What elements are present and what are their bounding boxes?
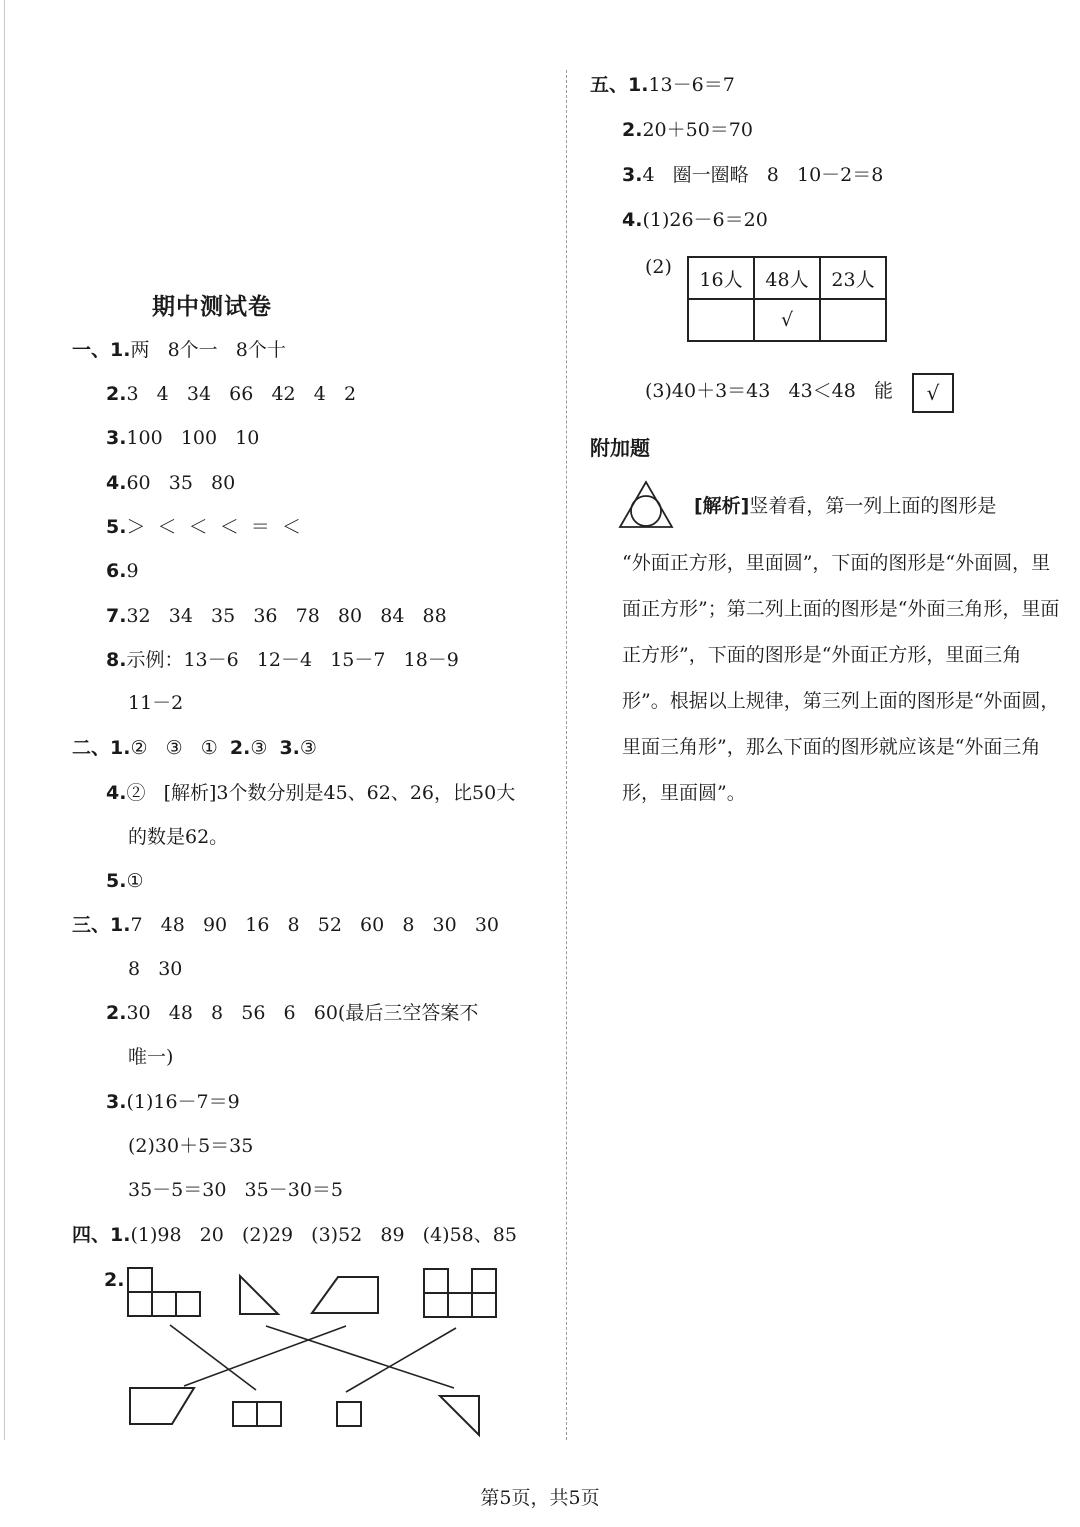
answer-2-4-cont: 的数是62。 — [128, 826, 229, 848]
top-shape-trapezoid — [312, 1277, 378, 1313]
answer-1-4: 4.60 35 80 — [106, 472, 236, 494]
answer-3-2: 2.30 48 8 56 6 60(最后三空答案不 — [106, 1002, 479, 1024]
table-header-cell: 23人 — [820, 257, 886, 299]
bottom-shape-triangle — [440, 1396, 479, 1435]
check-box: √ — [912, 373, 954, 413]
table-header-cell: 48人 — [754, 257, 820, 299]
top-shape-triangle — [240, 1276, 278, 1314]
answer-5-1: 五、1.13－6＝7 — [590, 74, 735, 96]
answer-1-5: 5.＞ ＜ ＜ ＜ ＝ ＜ — [106, 516, 301, 538]
answer-2-1-3: 二、1.② ③ ① 2.③ 3.③ — [72, 737, 317, 759]
triangle-circle-icon — [620, 482, 672, 527]
answer-1-7: 7.32 34 35 36 78 80 84 88 — [106, 605, 447, 627]
answer-3-1-cont: 8 30 — [128, 958, 183, 980]
table-mark-cell — [820, 299, 886, 341]
answer-4-2: 2. — [104, 1269, 125, 1291]
answer-1-3: 3.100 100 10 — [106, 427, 260, 449]
extra-analysis-first-line: [解析]竖着看，第一列上面的图形是 — [694, 495, 997, 517]
page-footer: 第5页，共5页 — [480, 1487, 600, 1509]
answer-5-4-2-label: (2) — [645, 256, 672, 278]
extra-analysis-text: “外面正方形，里面圆”，下面的图形是“外面圆，里面正方形”；第二列上面的图形是“外面三角形，里面正方形”，下面的图形是“外面正方形，里面三角形”。根据以上规律，第三列上面的图形是“外面圆，里面三角形”，那么下面的图形就应该是“外面三角形，里面圆”。 — [622, 552, 1060, 804]
page-title: 期中测试卷 — [152, 294, 272, 320]
answer-3-3-part2: (2)30＋5＝35 — [128, 1135, 254, 1157]
answer-5-4-3: (3)40＋3＝43 43＜48 能 — [645, 380, 893, 402]
bottom-shape-square — [337, 1402, 361, 1426]
answer-3-3: 3.(1)16－7＝9 — [106, 1091, 240, 1113]
matching-lines — [170, 1325, 456, 1392]
answer-1-2: 2.3 4 34 66 42 4 2 — [106, 383, 357, 405]
answer-1-8-cont: 11－2 — [128, 692, 184, 714]
answer-4-1: 四、1.(1)98 20 (2)29 (3)52 89 (4)58、85 — [72, 1224, 517, 1246]
answer-1-8: 8.示例：13－6 12－4 15－7 18－9 — [106, 649, 459, 671]
answer-3-1: 三、1.7 48 90 16 8 52 60 8 30 30 — [72, 914, 500, 936]
top-shape-square-block — [424, 1269, 496, 1317]
answer-5-2: 2.20＋50＝70 — [622, 119, 753, 141]
extra-question-title: 附加题 — [590, 436, 650, 460]
answer-1-6: 6.9 — [106, 560, 139, 582]
bottom-shape-two-squares — [233, 1402, 281, 1426]
bottom-shape-parallelogram — [130, 1388, 194, 1424]
table-mark-cell: √ — [754, 299, 820, 341]
answer-2-5: 5.① — [106, 870, 144, 892]
answer-3-3-part3: 35－5＝30 35－30＝5 — [128, 1179, 344, 1201]
answer-5-4-1: 4.(1)26－6＝20 — [622, 209, 768, 231]
table-mark-cell — [688, 299, 754, 341]
table-header-cell: 16人 — [688, 257, 754, 299]
answer-2-4: 4.② [解析]3个数分别是45、62、26，比50大 — [106, 782, 516, 804]
answer-3-2-cont: 唯一) — [128, 1046, 174, 1068]
answer-5-3: 3.4 圈一圈略 8 10－2＝8 — [622, 164, 884, 186]
top-shape-l-squares — [128, 1268, 200, 1316]
answer-1-1: 一、1.两 8个一 8个十 — [72, 339, 286, 361]
people-count-table — [687, 256, 887, 342]
